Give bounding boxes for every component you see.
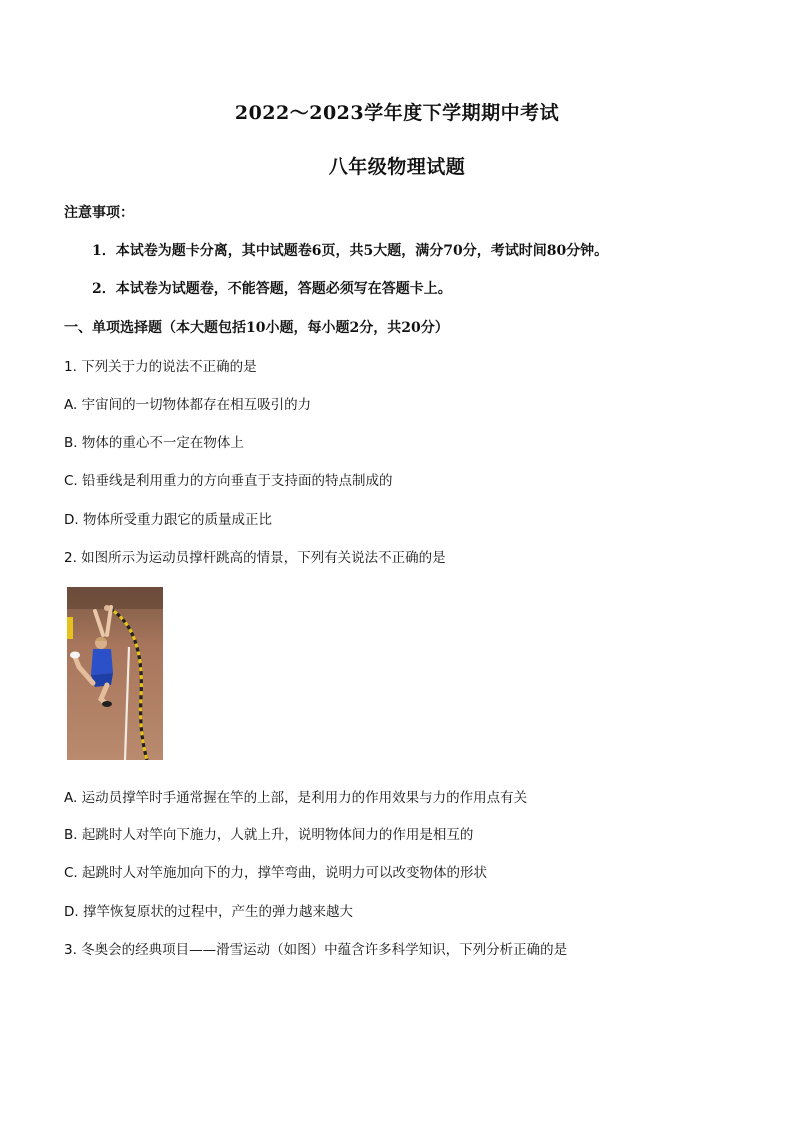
- question-2-option-c: C. 起跳时人对竿施加向下的力，撑竿弯曲，说明力可以改变物体的形状: [64, 865, 488, 881]
- notice-item-2: 2．本试卷为试题卷，不能答题，答题必须写在答题卡上。: [92, 281, 452, 297]
- stadium-shadow: [67, 587, 163, 609]
- question-1-option-a: A. 宇宙间的一切物体都存在相互吸引的力: [64, 397, 312, 413]
- question-2-option-d: D. 撑竿恢复原状的过程中，产生的弹力越来越大: [64, 904, 353, 920]
- athlete-hand: [104, 605, 110, 611]
- notice-label: 注意事项：: [64, 205, 134, 221]
- exam-subtitle: 八年级物理试题: [328, 156, 466, 178]
- athlete-uniform-top: [91, 649, 113, 675]
- question-2-option-a: A. 运动员撑竿时手通常握在竿的上部，是利用力的作用效果与力的作用点有关: [64, 790, 528, 806]
- question-1-option-b: B. 物体的重心不一定在物体上: [64, 435, 244, 451]
- athlete-shoe-left: [70, 652, 80, 659]
- section-heading-single-choice: 一、单项选择题（本大题包括10小题，每小题2分，共20分）: [64, 320, 449, 336]
- question-1-option-d: D. 物体所受重力跟它的质量成正比: [64, 512, 272, 528]
- question-2-stem: 2. 如图所示为运动员撑杆跳高的情景，下列有关说法不正确的是: [64, 550, 446, 566]
- question-1-stem: 1. 下列关于力的说法不正确的是: [64, 359, 257, 375]
- exam-title: 2022～2023学年度下学期期中考试: [234, 102, 560, 124]
- pole-vault-photo: [67, 587, 163, 760]
- question-1-option-c: C. 铅垂线是利用重力的方向垂直于支持面的特点制成的: [64, 473, 393, 489]
- question-3-stem: 3. 冬奥会的经典项目——滑雪运动（如图）中蕴含许多科学知识，下列分析正确的是: [64, 942, 568, 958]
- pole-vault-illustration: [67, 587, 163, 760]
- landing-mat: [67, 617, 73, 639]
- question-2-option-b: B. 起跳时人对竿向下施力，人就上升，说明物体间力的作用是相互的: [64, 827, 474, 843]
- notice-item-1: 1．本试卷为题卡分离，其中试题卷6页，共5大题，满分70分，考试时间80分钟。: [92, 243, 609, 259]
- athlete-shoe-right: [102, 701, 112, 707]
